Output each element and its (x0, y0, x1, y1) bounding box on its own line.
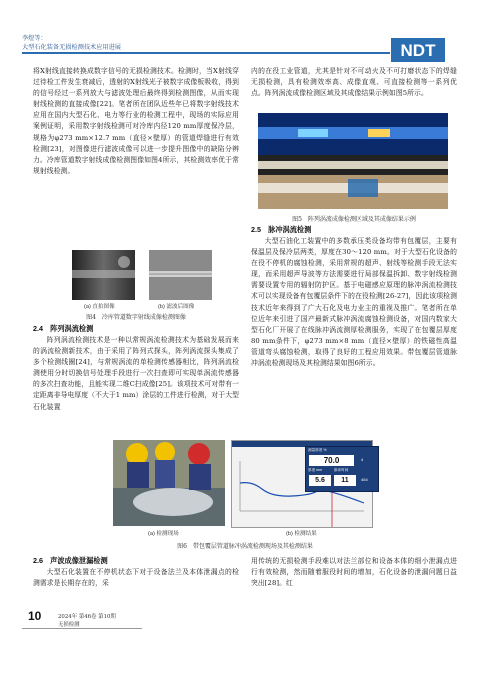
fig4a-image (72, 250, 135, 300)
paragraph: 大型石化装置在不停机状态下对于设备法兰及本体泄漏点的检测需求是长期存在的，采 (33, 568, 239, 588)
fig5-image (258, 113, 448, 209)
fig6a-label: (a) 检测现场 (148, 531, 179, 537)
paragraph: 阵列涡流检测技术是一种以常规涡流检测技术为基础发展而来的涡流检测新技术，由于采用了阵列式探头，阵列涡流探头集成了多个检测线圈[24]，与常规涡流的单检测传感器相比，阵列涡流检测使用分时切换信号处理手段进行一次扫查即可实现单涡流传感器的多次扫查功能，且能实现二维C扫成像[25]。该项技术可对带有一定距离非导电厚度（不大于1 mm）涂层的工件进行检测，对于大型石化装置 (33, 336, 239, 411)
section-2-5-text (251, 236, 457, 369)
readout-label-2b: 脉冲时间 (334, 468, 349, 472)
journal-logo (391, 38, 445, 62)
logo-text: NDT (400, 41, 436, 60)
section-2-4-heading: 2.4 阵列涡流检测 (33, 324, 94, 333)
section-2-6-heading: 2.6 声波成像泄漏检测 (33, 556, 108, 565)
fig6b-readout-panel (305, 446, 379, 492)
right-column-bottom-text (251, 556, 457, 589)
journal-issue: 2024年 第46卷 第10期 (58, 614, 116, 620)
fig6a-image (113, 440, 225, 526)
fig4b-label: (b) 滤波后图像 (158, 304, 195, 310)
readout-value-2a: 5.6 (309, 475, 331, 486)
paragraph: 用传统的无损检测手段难以对法兰部位和设备本体的细小泄漏点进行有效检测，然而随着服役时间的增加，石化设备的泄漏问题日益突出[28]。红 (251, 557, 457, 588)
journal-name: 无损检测 (58, 622, 80, 628)
header-rule (22, 52, 390, 54)
readout-side-b: 454 (361, 477, 368, 482)
paragraph: 内的在役工业管道，尤其是针对不可动火及不可打磨状态下的焊缝无损检测，具有检测效率高、成像直观、可直接检测等一系列优点。阵列涡流成像检测区域及其成像结果示例如图5所示。 (251, 67, 457, 98)
page-number: 10 (28, 609, 42, 623)
readout-label-2a: 厚度 mm (308, 468, 323, 472)
readout-label-1: 测量厚度 % (308, 448, 327, 452)
readout-side-a: 4 (361, 457, 364, 462)
paragraph: 大型石油化工装置中的多数承压类设备均带有包覆层，主要有保温层及保冷层两类，厚度在30～120 mm。对于大型石化设备的在役不停机的腐蚀检测，采用常规的超声、射线等检测手段无法实现，而采用超声导波等方法需要进行局部保温拆卸、数字射线检测需要设置专用的辐射防护区。基于电磁感应原理的脉冲涡流检测技术可以实现设备有包覆层条件下的在役检测[26-27]，因此该项检测技术近年来得到了广大石化及电力业主的重视及推广。笔者所在单位近年来引进了国产最新式脉冲涡流腐蚀检测设备，对国内数家大型石化厂开展了在线脉冲涡流测厚检测服务，实现了在包覆层厚度80 mm条件下，φ273 mm×8 mm（直径×壁厚）的铁磁性高温管道弯头腐蚀检测，取得了良好的工程应用效果。带包覆层管道脉冲涡流检测现场及其检测结果如图6所示。 (251, 237, 457, 368)
header-authors: 李煜等： (22, 35, 47, 42)
left-column-text (33, 66, 239, 177)
footer-rule (22, 628, 142, 629)
fig4b-image (149, 250, 212, 300)
fig6-caption: 图6 带包覆层管道脉冲涡流检测现场及其检测结果 (177, 543, 313, 550)
readout-value-1: 70.0 (309, 455, 354, 466)
fig4-caption: 图4 冷库管道数字射线成像检测图像 (86, 314, 186, 321)
section-2-6-text (33, 567, 239, 589)
fig4a-label: (a) 直拍图像 (84, 304, 115, 310)
fig6b-label: (b) 检测结果 (286, 531, 317, 537)
fig5-caption: 图5 阵列涡流成像检测区域及其成像结果示例 (292, 216, 416, 223)
section-2-5-heading: 2.5 脉冲涡流检测 (251, 225, 312, 234)
header-title: 大型石化装备无损检测技术应用进展 (22, 44, 121, 51)
paragraph: 将X射线直接转换成数字信号的无损检测技术。检测时，当X射线穿过待检工件发生衰减后，透射的X射线光子被数字成像板吸收，得到的信号经过一系列放大与滤波处理后最终得到检测图像，从而实现射线检测的直接成像[22]。笔者所在团队近些年已将数字射线技术应用在国内大型石化、电力等行业的检测工程中，现场的实际应用案例证明，采用数字射线检测可对冷库内径120 mm厚度保冷层，规格为φ273 mm×12.7 mm（直径×壁厚）的管道焊缝进行有效检测[23]，对图像进行滤波成像可以进一步提升图像中的缺陷分辨力。冷库管道数字射线成像检测图像如图4所示，其检测效率优于常规射线检测。 (33, 67, 239, 175)
section-2-4-text (33, 335, 239, 413)
right-column-text (251, 66, 457, 99)
readout-value-2b: 11 (334, 475, 356, 486)
